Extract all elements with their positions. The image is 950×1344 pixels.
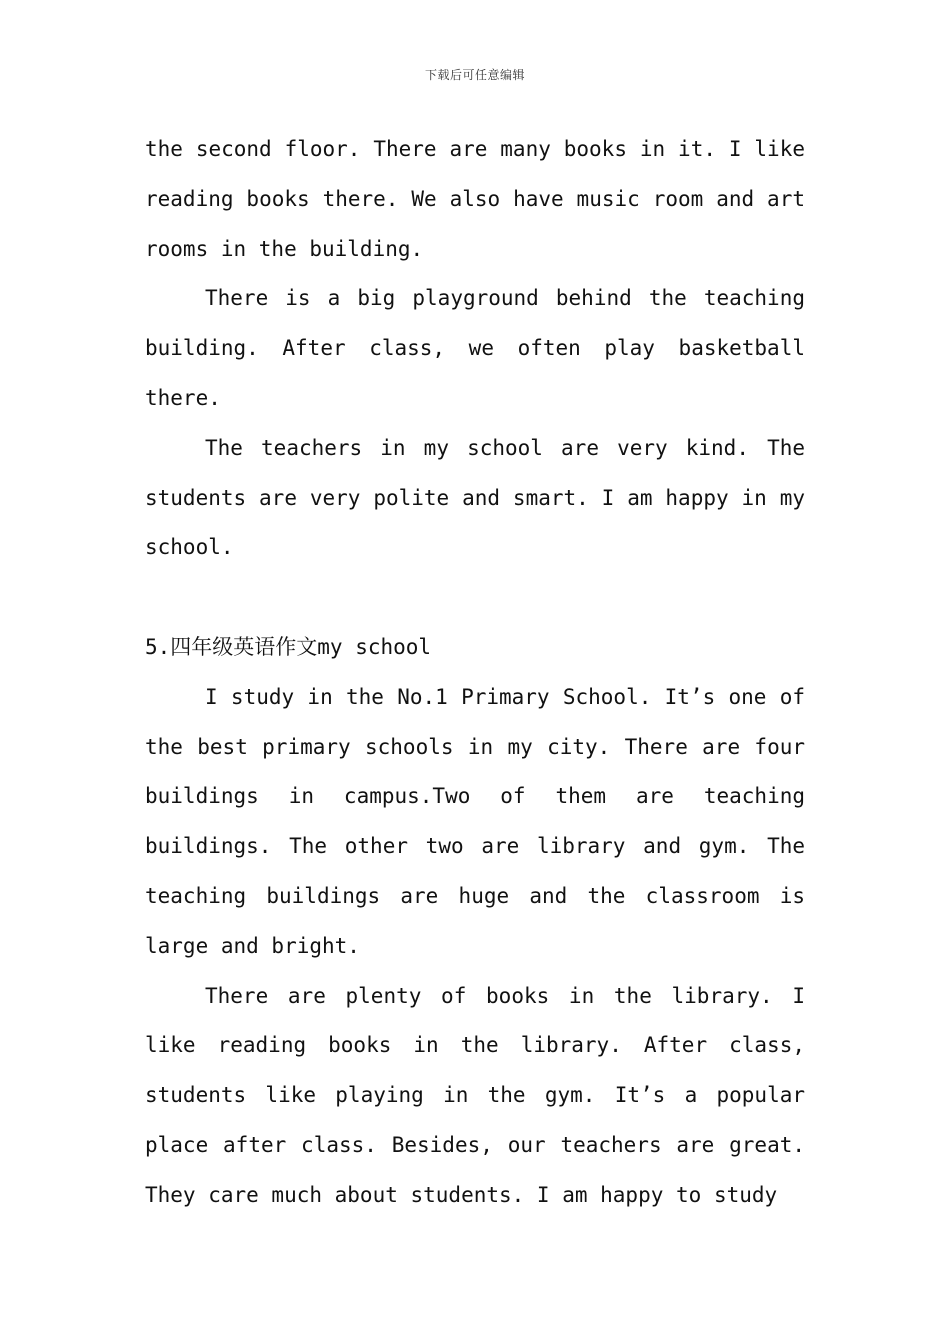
paragraph-school-intro: I study in the No.1 Primary School. It’s one of the best primary schools in my city. There are four buildings in campus.Two of them are teaching buildings. The other two are library and gym. The teaching buildings are huge and the classroom is large and bright. xyxy=(145,684,805,958)
paragraph-continuation: the second floor. There are many books in it. I like reading books there. We also have music room and art rooms in the building. xyxy=(145,137,805,261)
paragraph-library: There are plenty of books in the library. I like reading books in the library. After class, students like playing in the gym. It’s a popular place after class. Besides, our teachers are great. They care much about students. I am happy to study xyxy=(145,983,805,1207)
document-body xyxy=(145,125,805,1221)
paragraph-teachers: The teachers in my school are very kind. The students are very polite and smart. I am happy in my school. xyxy=(145,435,805,560)
page-header: 下载后可任意编辑 xyxy=(424,68,525,82)
paragraph-playground: There is a big playground behind the teaching building. After class, we often play basketball there. xyxy=(145,286,805,410)
section-spacer xyxy=(145,573,805,623)
section-heading: 5.四年级英语作文my school xyxy=(145,634,432,659)
